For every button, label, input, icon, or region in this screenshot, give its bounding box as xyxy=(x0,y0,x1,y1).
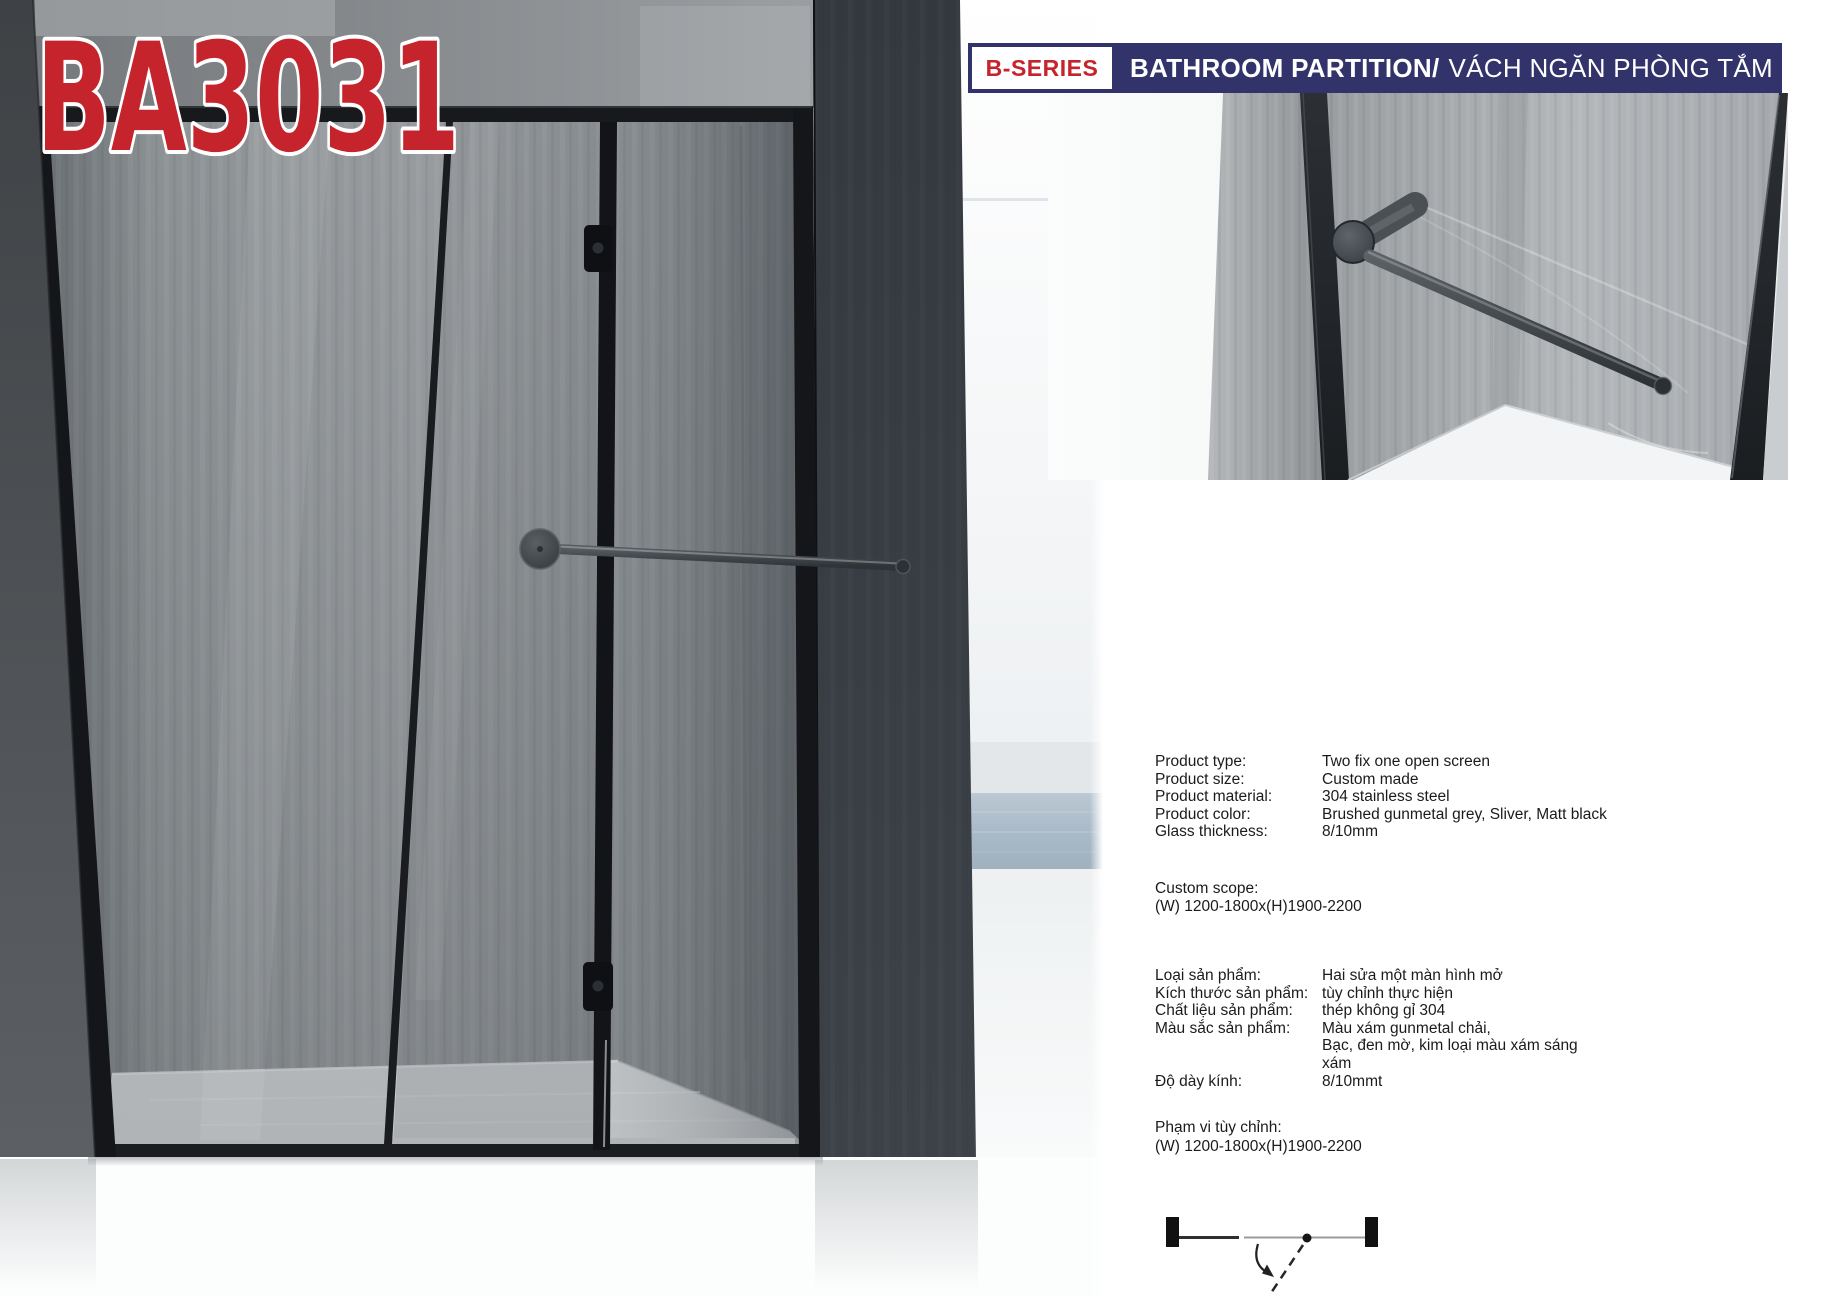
diagram-wall-block-left xyxy=(1166,1217,1179,1247)
custom-scope-vietnamese xyxy=(1155,1119,1715,1156)
spec-value: 8/10mm xyxy=(1322,823,1378,841)
spec-label: Product material: xyxy=(1155,788,1273,806)
diagram-door-open-dashed xyxy=(1269,1245,1303,1296)
custom-scope-title: Custom scope: xyxy=(1155,880,1259,897)
glass-panels xyxy=(48,122,806,1144)
custom-scope-english xyxy=(1155,880,1715,916)
spec-label: Product color: xyxy=(1155,805,1251,823)
custom-scope-value: (W) 1200-1800x(H)1900-2200 xyxy=(1155,1137,1362,1155)
header-title-en: BATHROOM PARTITION/ xyxy=(1130,52,1440,83)
door-hinge-top xyxy=(584,225,613,272)
spec-value-multiline xyxy=(1322,1020,1715,1073)
diagram-swing-arrowhead-icon xyxy=(1262,1265,1274,1278)
diagram-pivot-dot xyxy=(1303,1234,1312,1243)
spec-value: tùy chỉnh thực hiện xyxy=(1322,984,1454,1002)
spec-label: Kích thước sản phẩm: xyxy=(1155,984,1309,1002)
bottom-rail xyxy=(92,1144,818,1158)
spec-label: Màu sắc sản phẩm: xyxy=(1155,1019,1291,1037)
spec-value: thép không gỉ 304 xyxy=(1322,1002,1446,1020)
series-badge xyxy=(968,43,1116,93)
series-badge-label: B-SERIES xyxy=(985,54,1099,81)
product-code: BA3031 xyxy=(36,12,460,186)
spec-label: Độ dày kính: xyxy=(1155,1072,1243,1090)
custom-scope-value: (W) 1200-1800x(H)1900-2200 xyxy=(1155,898,1362,915)
custom-scope-title: Phạm vi tùy chỉnh: xyxy=(1155,1119,1282,1136)
right-wall-column xyxy=(813,0,976,1160)
spec-value: Custom made xyxy=(1322,770,1419,788)
specs-english xyxy=(1155,753,1715,841)
specs-vietnamese xyxy=(1155,967,1715,1090)
header-title-bar xyxy=(1116,43,1782,93)
spec-value: Brushed gunmetal grey, Sliver, Matt black xyxy=(1322,805,1607,823)
door-hinge-bottom xyxy=(583,962,613,1011)
spec-label: Glass thickness: xyxy=(1155,823,1268,841)
header-title-vi: VÁCH NGĂN PHÒNG TẮM xyxy=(1448,52,1773,83)
threshold-strip xyxy=(390,1138,795,1145)
spec-value: 8/10mmt xyxy=(1322,1072,1383,1090)
floor xyxy=(0,1157,1103,1296)
spec-value: 304 stainless steel xyxy=(1322,788,1450,806)
spec-value-line: Màu xám gunmetal chải, xyxy=(1322,1019,1491,1037)
spec-value: Two fix one open screen xyxy=(1322,753,1491,770)
spec-label: Chất liệu sản phẩm: xyxy=(1155,1002,1293,1020)
detail-photo-towel-bar xyxy=(1048,93,1788,480)
spec-label: Product type: xyxy=(1155,753,1247,770)
top-view-diagram xyxy=(1160,1200,1410,1296)
spec-label: Loại sản phẩm: xyxy=(1155,967,1261,984)
diagram-wall-block-right xyxy=(1365,1217,1378,1247)
spec-value-line: Bạc, đen mờ, kim loại màu xám sáng xyxy=(1322,1037,1578,1055)
spec-value: Hai sửa một màn hình mở xyxy=(1322,967,1503,984)
spec-label: Product size: xyxy=(1155,770,1245,788)
spec-value-line: xám xyxy=(1322,1054,1352,1072)
